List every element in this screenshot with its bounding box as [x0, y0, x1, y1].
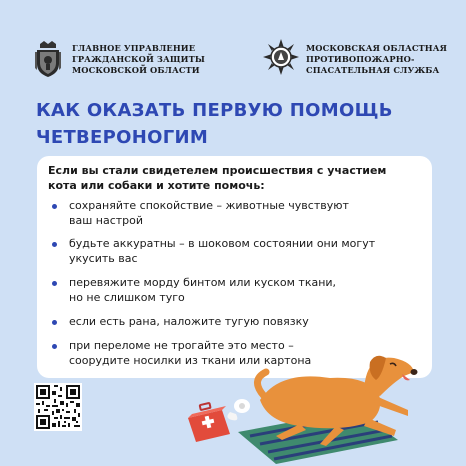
bullet-icon [52, 320, 57, 325]
bullet-icon [52, 281, 57, 286]
list-item-line: ваш настрой [69, 214, 144, 227]
org-left-name [72, 43, 205, 76]
page-title-line: ЧЕТВЕРОНОГИМ [36, 127, 209, 148]
list-item [69, 275, 369, 305]
list-item [69, 236, 376, 266]
list-item-line: соорудите носилки из ткани или картона [69, 354, 312, 367]
card-intro-line: Если вы стали свидетелем происшествия с участием [48, 164, 387, 177]
org-right-line: МОСКОВСКАЯ ОБЛАСТНАЯ [306, 43, 448, 53]
org-left-line: ГРАЖДАНСКОЙ ЗАЩИТЫ [72, 54, 205, 64]
org-left-line: МОСКОВСКОЙ ОБЛАСТИ [72, 65, 200, 75]
list-item-line: если есть рана, наложите тугую повязку [69, 315, 309, 328]
bandage-roll-icon [227, 399, 250, 420]
coat-of-arms-icon [34, 40, 62, 78]
dog-illustration-icon [180, 340, 466, 466]
page-title [36, 97, 393, 151]
org-left-line: ГЛАВНОЕ УПРАВЛЕНИЕ [72, 43, 196, 53]
list-item-line: сохраняйте спокойствие – животные чувствуют [69, 199, 349, 212]
header [0, 0, 466, 90]
first-aid-kit-icon [188, 403, 230, 442]
list-item-line: перевяжите морду бинтом или куском ткани, [69, 276, 337, 289]
qr-code-icon[interactable] [34, 383, 82, 431]
card-intro-line: кота или собаки и хотите помочь: [48, 179, 265, 192]
bullet-icon [52, 204, 57, 209]
list-item [69, 198, 369, 228]
org-right-line: ПРОТИВОПОЖАРНО- [306, 54, 415, 64]
list-item-line: но не слишком туго [69, 291, 185, 304]
list-item-line: будьте аккуратны – в шоковом состоянии они могут [69, 237, 376, 250]
fire-rescue-emblem-icon [262, 38, 300, 76]
org-right-line: СПАСАТЕЛЬНАЯ СЛУЖБА [306, 65, 440, 75]
bullet-icon [52, 344, 57, 349]
list-item [69, 314, 369, 329]
card-intro [48, 163, 428, 193]
list-item-line: укусить вас [69, 252, 138, 265]
bullet-icon [52, 242, 57, 247]
page-title-line: КАК ОКАЗАТЬ ПЕРВУЮ ПОМОЩЬ [36, 100, 393, 121]
org-right-name [306, 43, 447, 76]
list-item-line: при переломе не трогайте это место – [69, 339, 294, 352]
